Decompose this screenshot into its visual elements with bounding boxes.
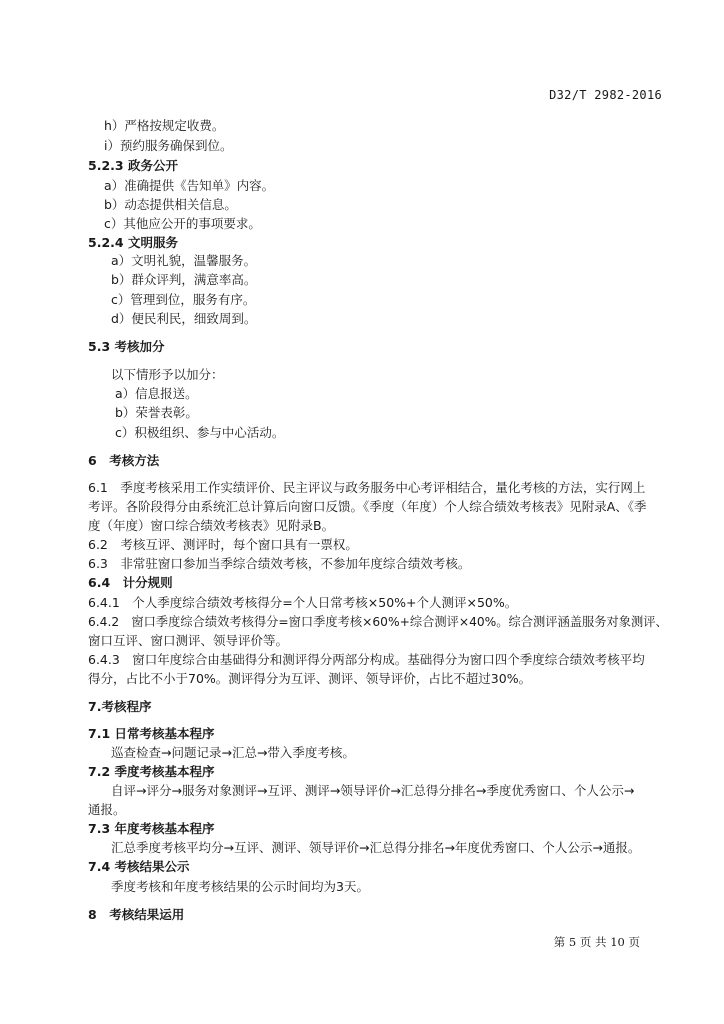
- paragraph-line: 6.4.3 窗口年度综合由基础得分和测评得分两部分构成。基础得分为窗口四个季度综合绩效考核平均: [88, 652, 645, 667]
- section-heading: 7.4 考核结果公示: [88, 859, 190, 874]
- paragraph-line: 季度考核和年度考核结果的公示时间均为3天。: [111, 879, 369, 894]
- section-heading: 5.3 考核加分: [88, 339, 165, 354]
- list-item: a）信息报送。: [115, 386, 198, 401]
- standard-code: D32/T 2982-2016: [549, 88, 662, 102]
- section-heading: 7.2 季度考核基本程序: [88, 764, 215, 779]
- paragraph-line: 通报。: [88, 802, 126, 817]
- list-item: a）文明礼貌，温馨服务。: [111, 253, 257, 268]
- list-item: c）其他应公开的事项要求。: [104, 216, 261, 231]
- paragraph-line: 汇总季度考核平均分→互评、测评、领导评价→汇总得分排名→年度优秀窗口、个人公示→通报。: [111, 840, 641, 855]
- paragraph-line: 6.3 非常驻窗口参加当季综合绩效考核，不参加年度综合绩效考核。: [88, 556, 471, 571]
- list-item: i）预约服务确保到位。: [104, 138, 233, 153]
- page-number: 第 5 页 共 10 页: [553, 935, 640, 949]
- list-item: c）积极组织、参与中心活动。: [115, 425, 285, 440]
- paragraph-line: 得分，占比不小于70%。测评得分为互评、测评、领导评价，占比不超过30%。: [88, 671, 532, 686]
- paragraph-line: 6.4.2 窗口季度综合绩效考核得分=窗口季度考核×60%+综合测评×40%。综合测评涵盖服务对象测评、: [88, 614, 668, 629]
- section-heading: 5.2.4 文明服务: [88, 235, 178, 250]
- list-item: b）荣誉表彰。: [115, 405, 198, 420]
- paragraph-line: 考评。各阶段得分由系统汇总计算后向窗口反馈。《季度（年度）个人综合绩效考核表》见附录A、《季: [88, 499, 647, 514]
- section-heading: 5.2.3 政务公开: [88, 158, 178, 173]
- paragraph-line: 6.1 季度考核采用工作实绩评价、民主评议与政务服务中心考评相结合，量化考核的方法，实行网上: [88, 480, 646, 495]
- list-item: c）管理到位，服务有序。: [111, 292, 256, 307]
- paragraph-line: 度（年度）窗口综合绩效考核表》见附录B。: [88, 518, 335, 533]
- list-item: h）严格按规定收费。: [104, 118, 225, 133]
- section-heading: 7.3 年度考核基本程序: [88, 821, 215, 836]
- section-heading: 6.4 计分规则: [88, 575, 173, 590]
- section-heading: 8 考核结果运用: [88, 907, 185, 922]
- section-heading: 7.1 日常考核基本程序: [88, 726, 215, 741]
- section-heading: 6 考核方法: [88, 453, 160, 468]
- paragraph-line: 巡查检查→问题记录→汇总→带入季度考核。: [111, 745, 355, 760]
- paragraph-line: 窗口互评、窗口测评、领导评价等。: [88, 633, 289, 648]
- paragraph-line: 以下情形予以加分：: [111, 367, 224, 382]
- paragraph-line: 6.4.1 个人季度综合绩效考核得分=个人日常考核×50%+个人测评×50%。: [88, 595, 518, 610]
- list-item: d）便民利民，细致周到。: [111, 311, 257, 326]
- paragraph-line: 6.2 考核互评、测评时，每个窗口具有一票权。: [88, 537, 358, 552]
- list-item: b）群众评判，满意率高。: [111, 272, 257, 287]
- list-item: b）动态提供相关信息。: [104, 197, 237, 212]
- section-heading: 7.考核程序: [88, 699, 152, 714]
- list-item: a）准确提供《告知单》内容。: [104, 178, 275, 193]
- paragraph-line: 自评→评分→服务对象测评→互评、测评→领导评价→汇总得分排名→季度优秀窗口、个人公示→: [111, 783, 635, 798]
